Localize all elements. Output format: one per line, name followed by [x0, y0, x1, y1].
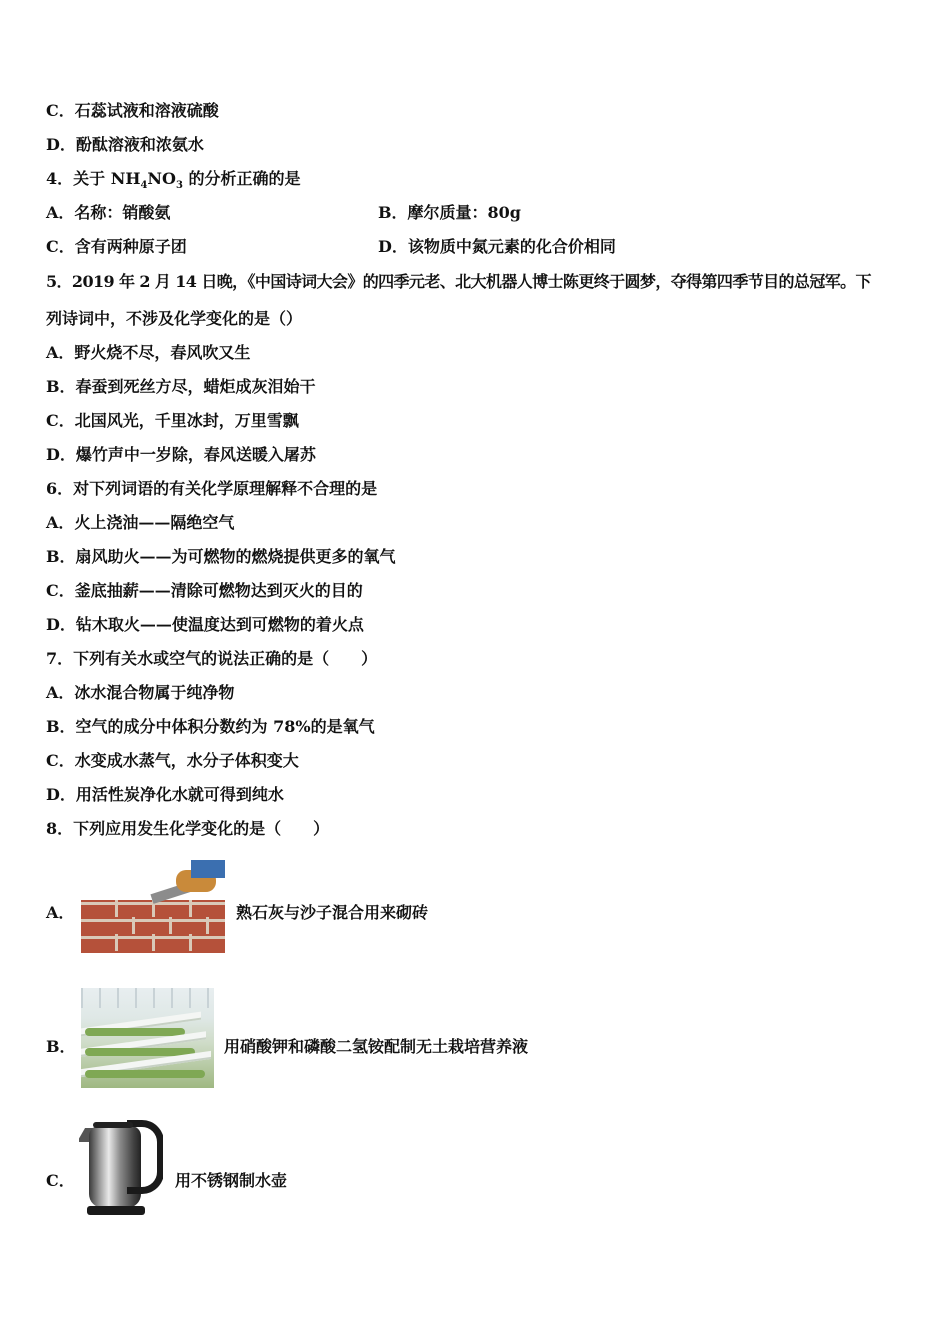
kettle-image — [79, 1118, 163, 1216]
q4-subscript-1: 4 — [140, 180, 148, 192]
q8-option-c-letter: C． — [46, 1171, 75, 1190]
question-4 — [46, 169, 301, 196]
q3-option-c: C．石蕊试液和溶液硫酸 — [46, 101, 219, 120]
q4-option-d: D．该物质中氮元素的化合价相同 — [378, 237, 616, 256]
q5-option-a: A．野火烧不尽，春风吹又生 — [46, 343, 251, 362]
q4-subscript-2: 3 — [175, 180, 183, 192]
q5-option-c: C．北国风光，千里冰封，万里雪飘 — [46, 411, 299, 430]
q5-option-b: B．春蚕到死丝方尽，蜡炬成灰泪始干 — [46, 377, 316, 396]
q5-option-d: D．爆竹声中一岁除，春风送暖入屠苏 — [46, 445, 316, 464]
q6-option-c: C．釜底抽薪——清除可燃物达到灭火的目的 — [46, 581, 363, 600]
q4-option-b: B．摩尔质量：80g — [378, 203, 521, 222]
greenhouse-image — [81, 988, 214, 1088]
q4-text-mid: NO — [147, 169, 176, 188]
question-6: 6．对下列词语的有关化学原理解释不合理的是 — [46, 479, 378, 498]
q4-text-pre: 4．关于 NH — [46, 169, 141, 188]
q7-option-a: A．冰水混合物属于纯净物 — [46, 683, 235, 702]
q8-option-c-text: 用不锈钢制水壶 — [175, 1171, 288, 1190]
q4-option-a: A．名称：销酸氨 — [46, 203, 171, 222]
q8-option-b-letter: B． — [46, 1037, 76, 1056]
q8-option-b-text: 用硝酸钾和磷酸二氢铵配制无土栽培营养液 — [224, 1037, 529, 1056]
q8-option-a-letter: A． — [46, 903, 75, 922]
question-7: 7．下列有关水或空气的说法正确的是（ ） — [46, 649, 378, 668]
question-8: 8．下列应用发生化学变化的是（ ） — [46, 819, 330, 838]
q7-option-c: C．水变成水蒸气，水分子体积变大 — [46, 751, 299, 770]
q4-text-post: 的分析正确的是 — [182, 169, 301, 188]
q6-option-b: B．扇风助火——为可燃物的燃烧提供更多的氧气 — [46, 547, 396, 566]
q7-option-b: B．空气的成分中体积分数约为 78%的是氧气 — [46, 717, 375, 736]
q6-option-d: D．钻木取火——使温度达到可燃物的着火点 — [46, 615, 364, 634]
q6-option-a: A．火上浇油——隔绝空气 — [46, 513, 235, 532]
q8-option-a-text: 熟石灰与沙子混合用来砌砖 — [236, 903, 429, 922]
brick-laying-image — [81, 860, 225, 953]
question-5-line-1: 5．2019 年 2 月 14 日晚，《中国诗词大会》的四季元老、北大机器人博士陈更终于圆梦，夺得第四季节目的总冠军。下 — [46, 272, 871, 291]
q4-option-c: C．含有两种原子团 — [46, 237, 187, 256]
question-5-line-2: 列诗词中，不涉及化学变化的是（） — [46, 309, 303, 328]
q3-option-d: D．酚酞溶液和浓氨水 — [46, 135, 204, 154]
q7-option-d: D．用活性炭净化水就可得到纯水 — [46, 785, 284, 804]
